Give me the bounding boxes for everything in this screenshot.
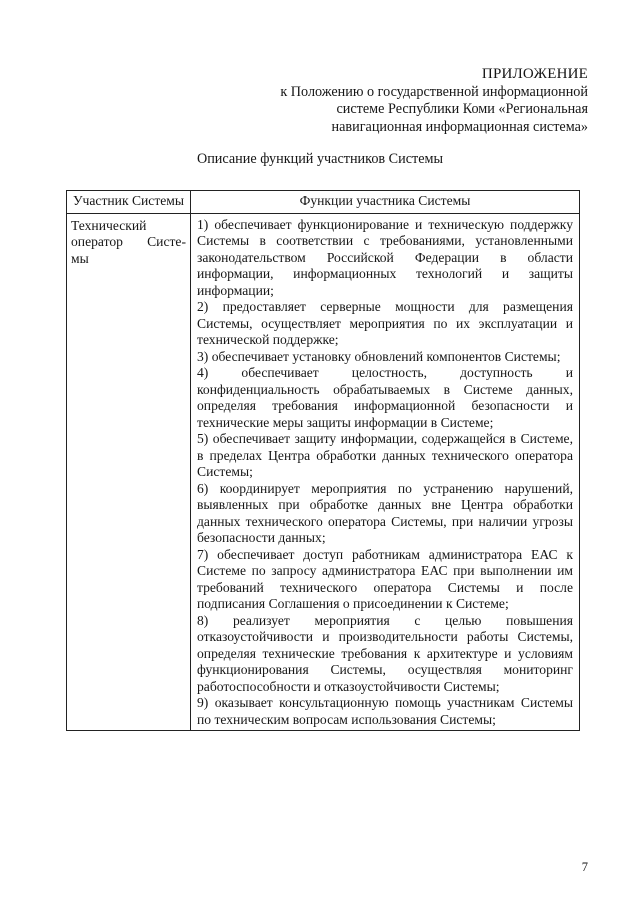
page-number: 7 bbox=[581, 860, 588, 874]
function-item: 2) предоставляет серверные мощности для размещения Системы, осуществляет мероприятия по их эксплуатации и технической поддержке; bbox=[197, 299, 573, 347]
table-row bbox=[67, 213, 580, 731]
appendix-header bbox=[208, 66, 588, 136]
header-participant: Участник Системы bbox=[67, 191, 191, 214]
document-title: Описание функций участников Системы bbox=[196, 151, 444, 167]
appendix-label: ПРИЛОЖЕНИЕ bbox=[481, 66, 588, 82]
function-item: 9) оказывает консультационную помощь участникам Системы по техническим вопросам использования Системы; bbox=[197, 695, 573, 727]
appendix-line: системе Республики Коми «Региональная bbox=[336, 101, 588, 118]
header-functions: Функции участника Системы bbox=[191, 191, 580, 214]
table-header-row bbox=[67, 191, 580, 214]
function-item: 7) обеспечивает доступ работникам администратора ЕАС к Системе по запросу администратора ЕАС при выполнении им требований технического оператора Системы и после подписания Соглашения о присоединении к Системе; bbox=[197, 546, 573, 611]
participant-line: оператор Систе- bbox=[71, 234, 186, 249]
appendix-line: к Положению о государственной информационной bbox=[280, 83, 588, 100]
appendix-line: навигационная информационная система» bbox=[331, 118, 588, 135]
function-item: 1) обеспечивает функционирование и техническую поддержку Системы в соответствии с требованиями, установленными законодательством Российской Федерации в области информации, информационных технологий и защиты информации; bbox=[197, 216, 573, 298]
participant-cell bbox=[67, 213, 191, 731]
function-item: 4) обеспечивает целостность, доступность и конфиденциальность обрабатываемых в Системе данных, определяя требования информационной безопасности и технические меры защиты информации в Системе; bbox=[197, 365, 573, 430]
function-item: 3) обеспечивает установку обновлений компонентов Системы; bbox=[197, 348, 561, 364]
function-item: 5) обеспечивает защиту информации, содержащейся в Системе, в пределах Центра обработки данных технического оператора Системы; bbox=[197, 431, 573, 479]
participant-line: Технический bbox=[71, 217, 147, 233]
function-item: 6) координирует мероприятия по устранению нарушений, выявленных при обработке данных вне Центра обработки данных технического оператора Системы, при наличии угрозы безопасности данных; bbox=[197, 480, 573, 545]
function-item: 8) реализует мероприятия с целью повышения отказоустойчивости и производительности работы Системы, определяя технические требования к архитектуре и условиям функционирования Системы, осуществляя мониторинг работоспособности и отказоустойчивости Системы; bbox=[197, 612, 573, 694]
functions-cell bbox=[191, 213, 580, 731]
participant-line: мы bbox=[71, 250, 89, 266]
functions-table bbox=[66, 190, 580, 731]
